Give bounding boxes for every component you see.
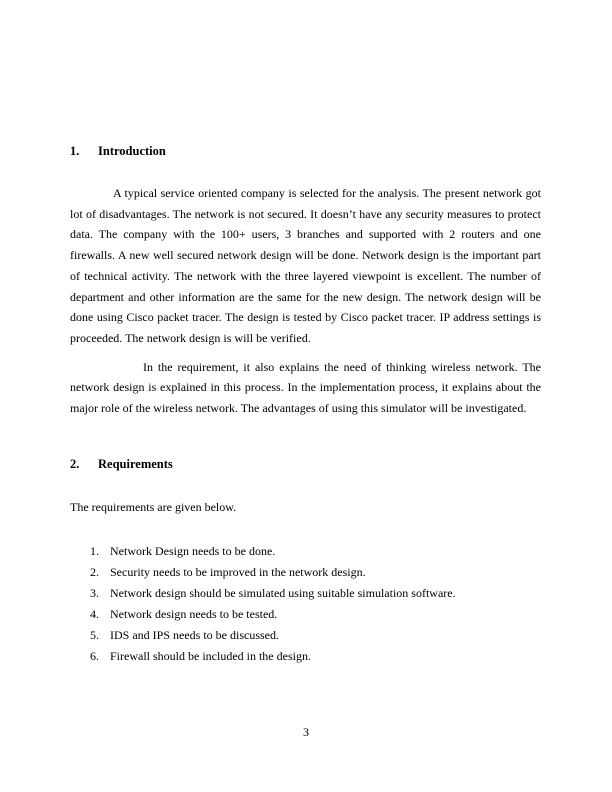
section-heading-introduction (70, 144, 541, 159)
requirements-list (90, 541, 541, 666)
list-item-text: Network Design needs to be done. (110, 544, 276, 559)
list-item-number: 3. (90, 586, 99, 601)
section-title: Introduction (98, 144, 166, 158)
list-item-number: 2. (90, 565, 99, 580)
list-item-text: Network design needs to be tested. (110, 607, 278, 622)
page-number: 3 (303, 725, 309, 739)
list-item (90, 541, 541, 562)
list-item (90, 583, 541, 604)
introduction-paragraph-2: In the requirement, it also explains the need of thinking wireless network. The network design is explained in this process. In the implementation process, it explains about the major role of the wireless network. The advantages of using this simulator will be investigated. (70, 359, 541, 416)
list-item (90, 562, 541, 583)
list-item-text: Network design should be simulated using suitable simulation software. (110, 586, 456, 601)
list-item (90, 625, 541, 646)
introduction-paragraph-1: A typical service oriented company is selected for the analysis. The present network got lot of disadvantages. The network is not secured. It doesn’t have any security measures to protect data. The company with the 100+ users, 3 branches and supported with 2 routers and one firewalls. A new well secured network design will be done. Network design is the important part of technical activity. The network with the three layered viewpoint is excellent. The number of department and other information are the same for the new design. The network design will be done using Cisco packet tracer. The design is tested by Cisco packet tracer. IP address settings is proceeded. The network design is will be verified. (70, 186, 541, 345)
list-item-number: 4. (90, 607, 99, 622)
list-item-number: 1. (90, 544, 99, 559)
document-body (70, 144, 541, 667)
section-number: 2. (70, 456, 80, 471)
requirements-intro-text: The requirements are given below. (70, 499, 237, 514)
list-item-number: 6. (90, 648, 99, 663)
list-item-text: Firewall should be included in the design. (110, 648, 311, 663)
section-number: 1. (70, 144, 80, 158)
list-item-text: IDS and IPS needs to be discussed. (110, 628, 279, 643)
section-title: Requirements (98, 456, 173, 471)
list-item (90, 604, 541, 625)
section-heading-requirements (70, 457, 541, 472)
list-item (90, 646, 541, 667)
list-item-number: 5. (90, 628, 99, 643)
list-item-text: Security needs to be improved in the network design. (110, 565, 366, 580)
